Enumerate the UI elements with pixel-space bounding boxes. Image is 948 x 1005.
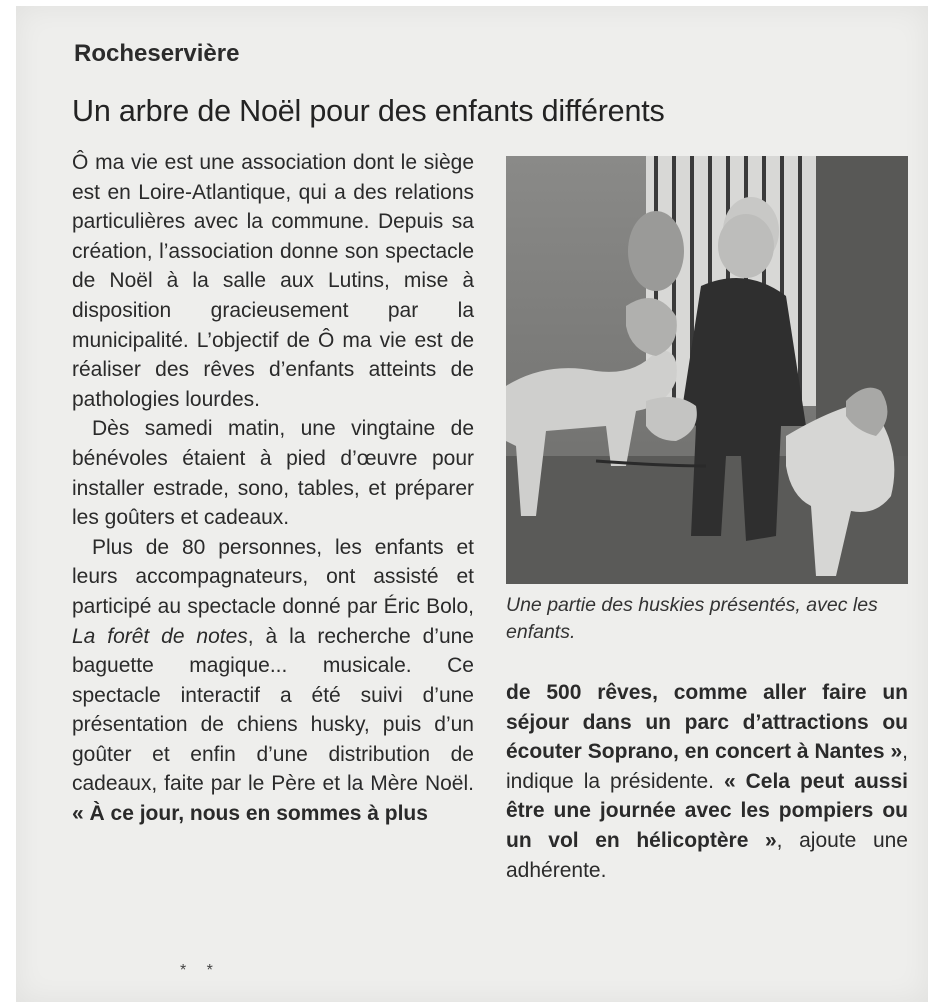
article-kicker: Rocheservière (74, 40, 240, 67)
paragraph-2: Dès samedi matin, une vingtaine de bénévoles étaient à pied d’œuvre pour installer estrade, sono, tables, et préparer les goûters et cadeaux. (72, 417, 474, 530)
quote-continuation: de 500 rêves, comme aller faire un séjour dans un parc d’attractions ou écouter Soprano, en concert à Nantes » (506, 681, 908, 764)
huskies-photo (506, 156, 908, 584)
photo-icon (506, 156, 908, 584)
attribution-member: , ajoute une adhérente. (506, 828, 908, 882)
footer-asterisks: * * (180, 962, 221, 979)
paragraph-1: Ô ma vie est une association dont le siège est en Loire-Atlantique, qui a des relations particulières avec la commune. Depuis sa création, l’association donne son spectacle de Noël à la salle aux Lutins, mise à disposition gracieusement par la municipalité. L’objectif de Ô ma vie est de réaliser des rêves d’enfants atteints de pathologies lourdes. (72, 151, 474, 411)
right-paragraph (506, 678, 908, 885)
quote-member: « Cela peut aussi être une journée avec les pompiers ou un vol en hélicoptère » (506, 769, 908, 852)
article-left-column (72, 148, 474, 829)
quote-start: « À ce jour, nous en sommes à plus (72, 802, 428, 826)
photo-caption: Une partie des huskies présentés, avec les enfants. (506, 594, 878, 643)
attribution-president: , indique la présidente. (506, 740, 908, 793)
article-right-column (506, 678, 908, 885)
paragraph-3-start: Plus de 80 personnes, les enfants et leurs accompagnateurs, ont assisté et participé au spectacle donné par Éric Bolo, (72, 535, 474, 618)
show-title: La forêt de notes (72, 624, 248, 648)
article-headline: Un arbre de Noël pour des enfants différents (72, 94, 665, 128)
paragraph-3 (72, 533, 474, 829)
paragraph-3-rest: , à la recherche d’une baguette magique... musicale. Ce spectacle interactif a été suivi d’une présentation de chiens husky, puis d’un goûter et enfin d’une distribution de cadeaux, faite par le Père et la Mère Noël. (72, 624, 474, 796)
